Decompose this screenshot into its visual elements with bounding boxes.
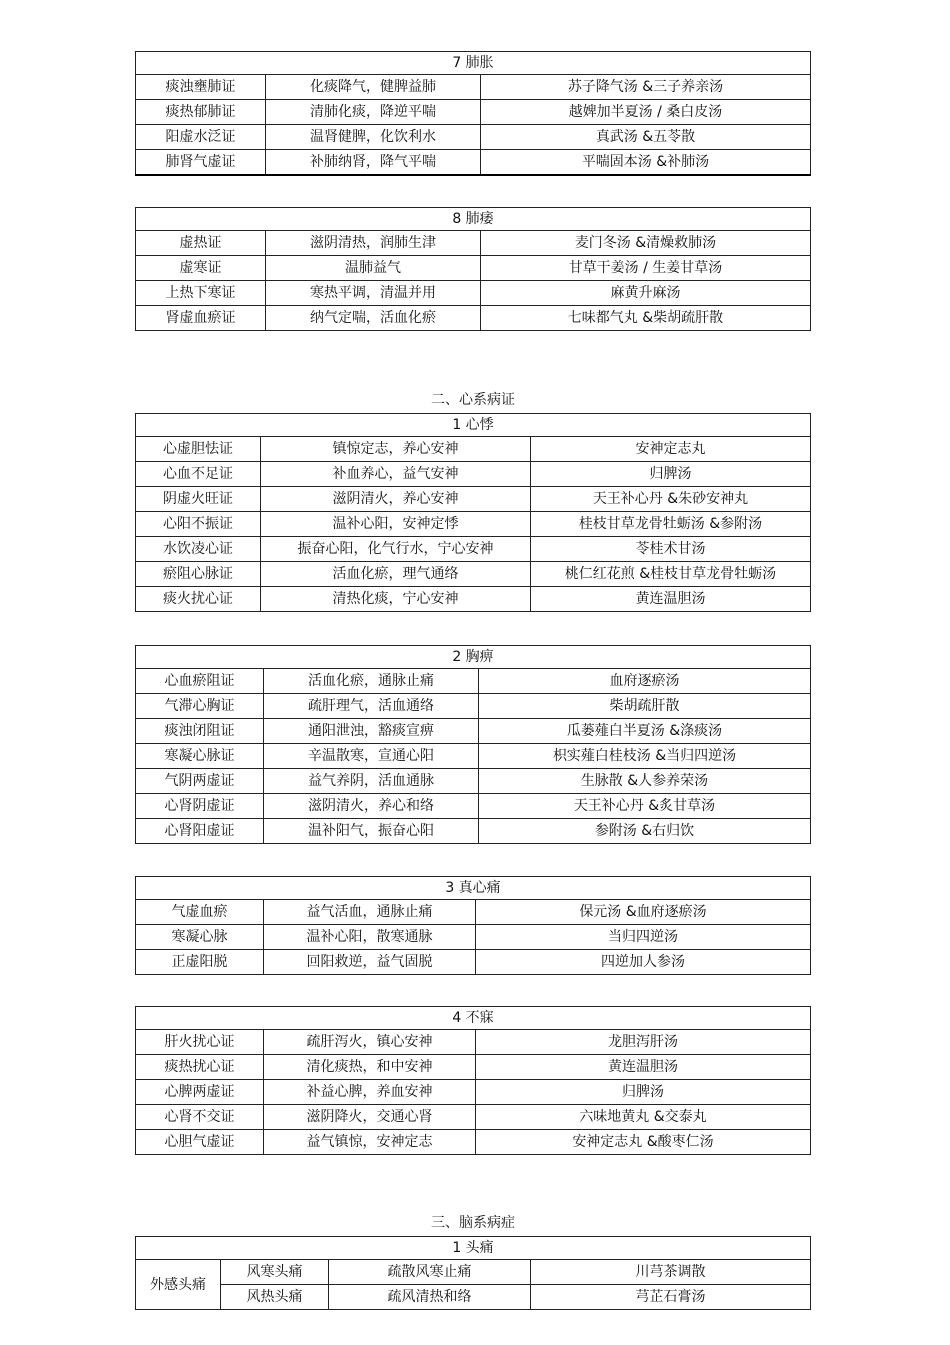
section-heading-heart: 二、心系病证: [431, 392, 515, 408]
treatment-cell: 疏散风寒止痛: [329, 1260, 531, 1285]
treatment-cell: 疏肝理气，活血通络: [264, 694, 479, 719]
treatment-cell: 清肺化痰，降逆平喘: [266, 100, 481, 125]
table-row: [136, 462, 811, 487]
table-row: [136, 562, 811, 587]
formula-cell: 桃仁红花煎 &桂枝甘草龙骨牡蛎汤: [531, 562, 811, 587]
table-title: 8 肺痿: [136, 208, 811, 231]
syndrome-cell: 心血瘀阻证: [136, 669, 264, 694]
syndrome-cell: 肺肾气虚证: [136, 150, 266, 176]
treatment-cell: 滋阴降火，交通心肾: [264, 1105, 476, 1130]
syndrome-cell: 阳虚水泛证: [136, 125, 266, 150]
table-xiongbi: [135, 645, 811, 844]
formula-cell: 麻黄升麻汤: [481, 281, 811, 306]
syndrome-cell: 心虚胆怯证: [136, 437, 261, 462]
formula-cell: 苏子降气汤 &三子养亲汤: [481, 75, 811, 100]
formula-cell: 川芎茶调散: [531, 1260, 811, 1285]
formula-cell: 当归四逆汤: [476, 925, 811, 950]
formula-cell: 麦门冬汤 &清燥救肺汤: [481, 231, 811, 256]
syndrome-cell: 痰热郁肺证: [136, 100, 266, 125]
syndrome-cell: 瘀阻心脉证: [136, 562, 261, 587]
treatment-cell: 益气活血，通脉止痛: [264, 900, 476, 925]
syndrome-cell: 气滞心胸证: [136, 694, 264, 719]
treatment-cell: 补益心脾，养血安神: [264, 1080, 476, 1105]
table-row: [136, 281, 811, 306]
treatment-cell: 镇惊定志，养心安神: [261, 437, 531, 462]
table-row: [136, 1030, 811, 1055]
formula-cell: 保元汤 &血府逐瘀汤: [476, 900, 811, 925]
table-feiwei: [135, 207, 811, 331]
formula-cell: 桂枝甘草龙骨牡蛎汤 &参附汤: [531, 512, 811, 537]
syndrome-cell: 心肾阴虚证: [136, 794, 264, 819]
table-row: [136, 306, 811, 331]
table-row: [136, 256, 811, 281]
treatment-cell: 滋阴清火，养心安神: [261, 487, 531, 512]
table-row: [136, 75, 811, 100]
syndrome-cell: 虚热证: [136, 231, 266, 256]
syndrome-cell: 心脾两虚证: [136, 1080, 264, 1105]
table-row: [136, 1130, 811, 1155]
table-row: [136, 512, 811, 537]
treatment-cell: 活血化瘀，理气通络: [261, 562, 531, 587]
treatment-cell: 活血化瘀，通脉止痛: [264, 669, 479, 694]
table-row: [136, 925, 811, 950]
formula-cell: 血府逐瘀汤: [479, 669, 811, 694]
treatment-cell: 补血养心，益气安神: [261, 462, 531, 487]
formula-cell: 甘草干姜汤 / 生姜甘草汤: [481, 256, 811, 281]
treatment-cell: 益气养阴，活血通脉: [264, 769, 479, 794]
syndrome-cell: 气虚血瘀: [136, 900, 264, 925]
table-row: [136, 819, 811, 844]
syndrome-cell: 肾虚血瘀证: [136, 306, 266, 331]
table-row: [136, 537, 811, 562]
syndrome-cell: 心阳不振证: [136, 512, 261, 537]
table-row: [136, 694, 811, 719]
treatment-cell: 温补心阳，安神定悸: [261, 512, 531, 537]
syndrome-cell: 痰浊壅肺证: [136, 75, 266, 100]
syndrome-cell: 寒凝心脉证: [136, 744, 264, 769]
table-title: 3 真心痛: [136, 877, 811, 900]
table-row: [136, 437, 811, 462]
treatment-cell: 化痰降气，健脾益肺: [266, 75, 481, 100]
formula-cell: 安神定志丸: [531, 437, 811, 462]
formula-cell: 天王补心丹 &炙甘草汤: [479, 794, 811, 819]
formula-cell: 苓桂术甘汤: [531, 537, 811, 562]
treatment-cell: 温肺益气: [266, 256, 481, 281]
treatment-cell: 回阳救逆，益气固脱: [264, 950, 476, 975]
treatment-cell: 清热化痰，宁心安神: [261, 587, 531, 612]
formula-cell: 龙胆泻肝汤: [476, 1030, 811, 1055]
table-row: [136, 794, 811, 819]
treatment-cell: 通阳泄浊，豁痰宣痹: [264, 719, 479, 744]
syndrome-cell: 气阴两虚证: [136, 769, 264, 794]
syndrome-cell: 寒凝心脉: [136, 925, 264, 950]
table-feizhang: [135, 51, 811, 176]
syndrome-cell: 心血不足证: [136, 462, 261, 487]
table-row: [136, 587, 811, 612]
table-row: [136, 1105, 811, 1130]
formula-cell: 枳实薤白桂枝汤 &当归四逆汤: [479, 744, 811, 769]
table-row: [136, 950, 811, 975]
table-row: [136, 150, 811, 176]
table-row: [136, 231, 811, 256]
treatment-cell: 温肾健脾，化饮利水: [266, 125, 481, 150]
syndrome-cell: 痰浊闭阻证: [136, 719, 264, 744]
table-title: 1 头痛: [136, 1237, 811, 1260]
syndrome-cell: 风寒头痛: [221, 1260, 329, 1285]
table-row: [136, 1080, 811, 1105]
table-row: [136, 744, 811, 769]
table-row: [136, 769, 811, 794]
treatment-cell: 滋阴清火，养心和络: [264, 794, 479, 819]
table-title: 1 心悸: [136, 414, 811, 437]
table-row: [136, 100, 811, 125]
syndrome-cell: 虚寒证: [136, 256, 266, 281]
table-title: 2 胸痹: [136, 646, 811, 669]
formula-cell: 安神定志丸 &酸枣仁汤: [476, 1130, 811, 1155]
table-row: [136, 125, 811, 150]
formula-cell: 归脾汤: [531, 462, 811, 487]
formula-cell: 四逆加人参汤: [476, 950, 811, 975]
formula-cell: 六味地黄丸 &交泰丸: [476, 1105, 811, 1130]
formula-cell: 柴胡疏肝散: [479, 694, 811, 719]
syndrome-cell: 上热下寒证: [136, 281, 266, 306]
syndrome-cell: 水饮凌心证: [136, 537, 261, 562]
syndrome-cell: 心肾不交证: [136, 1105, 264, 1130]
table-zhenxintong: [135, 876, 811, 975]
treatment-cell: 疏肝泻火，镇心安神: [264, 1030, 476, 1055]
table-xinji: [135, 413, 811, 612]
formula-cell: 归脾汤: [476, 1080, 811, 1105]
table-row: [136, 719, 811, 744]
table-row: [136, 1260, 811, 1285]
treatment-cell: 滋阴清热，润肺生津: [266, 231, 481, 256]
formula-cell: 黄连温胆汤: [476, 1055, 811, 1080]
formula-cell: 七味都气丸 &柴胡疏肝散: [481, 306, 811, 331]
table-row: [136, 669, 811, 694]
table-row: [136, 1055, 811, 1080]
table-title: 4 不寐: [136, 1007, 811, 1030]
table-title: 7 肺胀: [136, 52, 811, 75]
treatment-cell: 温补阳气，振奋心阳: [264, 819, 479, 844]
section-heading-brain: 三、脑系病症: [431, 1215, 515, 1231]
formula-cell: 平喘固本汤 &补肺汤: [481, 150, 811, 176]
treatment-cell: 寒热平调，清温并用: [266, 281, 481, 306]
treatment-cell: 疏风清热和络: [329, 1285, 531, 1310]
formula-cell: 生脉散 &人参养荣汤: [479, 769, 811, 794]
table-row: [136, 900, 811, 925]
treatment-cell: 辛温散寒，宣通心阳: [264, 744, 479, 769]
syndrome-cell: 风热头痛: [221, 1285, 329, 1310]
syndrome-cell: 心肾阳虚证: [136, 819, 264, 844]
syndrome-cell: 正虚阳脱: [136, 950, 264, 975]
syndrome-cell: 肝火扰心证: [136, 1030, 264, 1055]
syndrome-cell: 痰热扰心证: [136, 1055, 264, 1080]
treatment-cell: 清化痰热，和中安神: [264, 1055, 476, 1080]
table-row: [136, 487, 811, 512]
treatment-cell: 温补心阳，散寒通脉: [264, 925, 476, 950]
formula-cell: 参附汤 &右归饮: [479, 819, 811, 844]
formula-cell: 黄连温胆汤: [531, 587, 811, 612]
group-cell: 外感头痛: [136, 1260, 221, 1310]
treatment-cell: 纳气定喘，活血化瘀: [266, 306, 481, 331]
formula-cell: 芎芷石膏汤: [531, 1285, 811, 1310]
formula-cell: 天王补心丹 &朱砂安神丸: [531, 487, 811, 512]
treatment-cell: 振奋心阳，化气行水，宁心安神: [261, 537, 531, 562]
formula-cell: 越婢加半夏汤 / 桑白皮汤: [481, 100, 811, 125]
table-toutong: [135, 1236, 811, 1310]
syndrome-cell: 心胆气虚证: [136, 1130, 264, 1155]
treatment-cell: 益气镇惊，安神定志: [264, 1130, 476, 1155]
table-bumei: [135, 1006, 811, 1155]
formula-cell: 瓜蒌薤白半夏汤 &涤痰汤: [479, 719, 811, 744]
syndrome-cell: 阴虚火旺证: [136, 487, 261, 512]
table-row: [136, 1285, 811, 1310]
syndrome-cell: 痰火扰心证: [136, 587, 261, 612]
treatment-cell: 补肺纳肾，降气平喘: [266, 150, 481, 176]
formula-cell: 真武汤 &五苓散: [481, 125, 811, 150]
